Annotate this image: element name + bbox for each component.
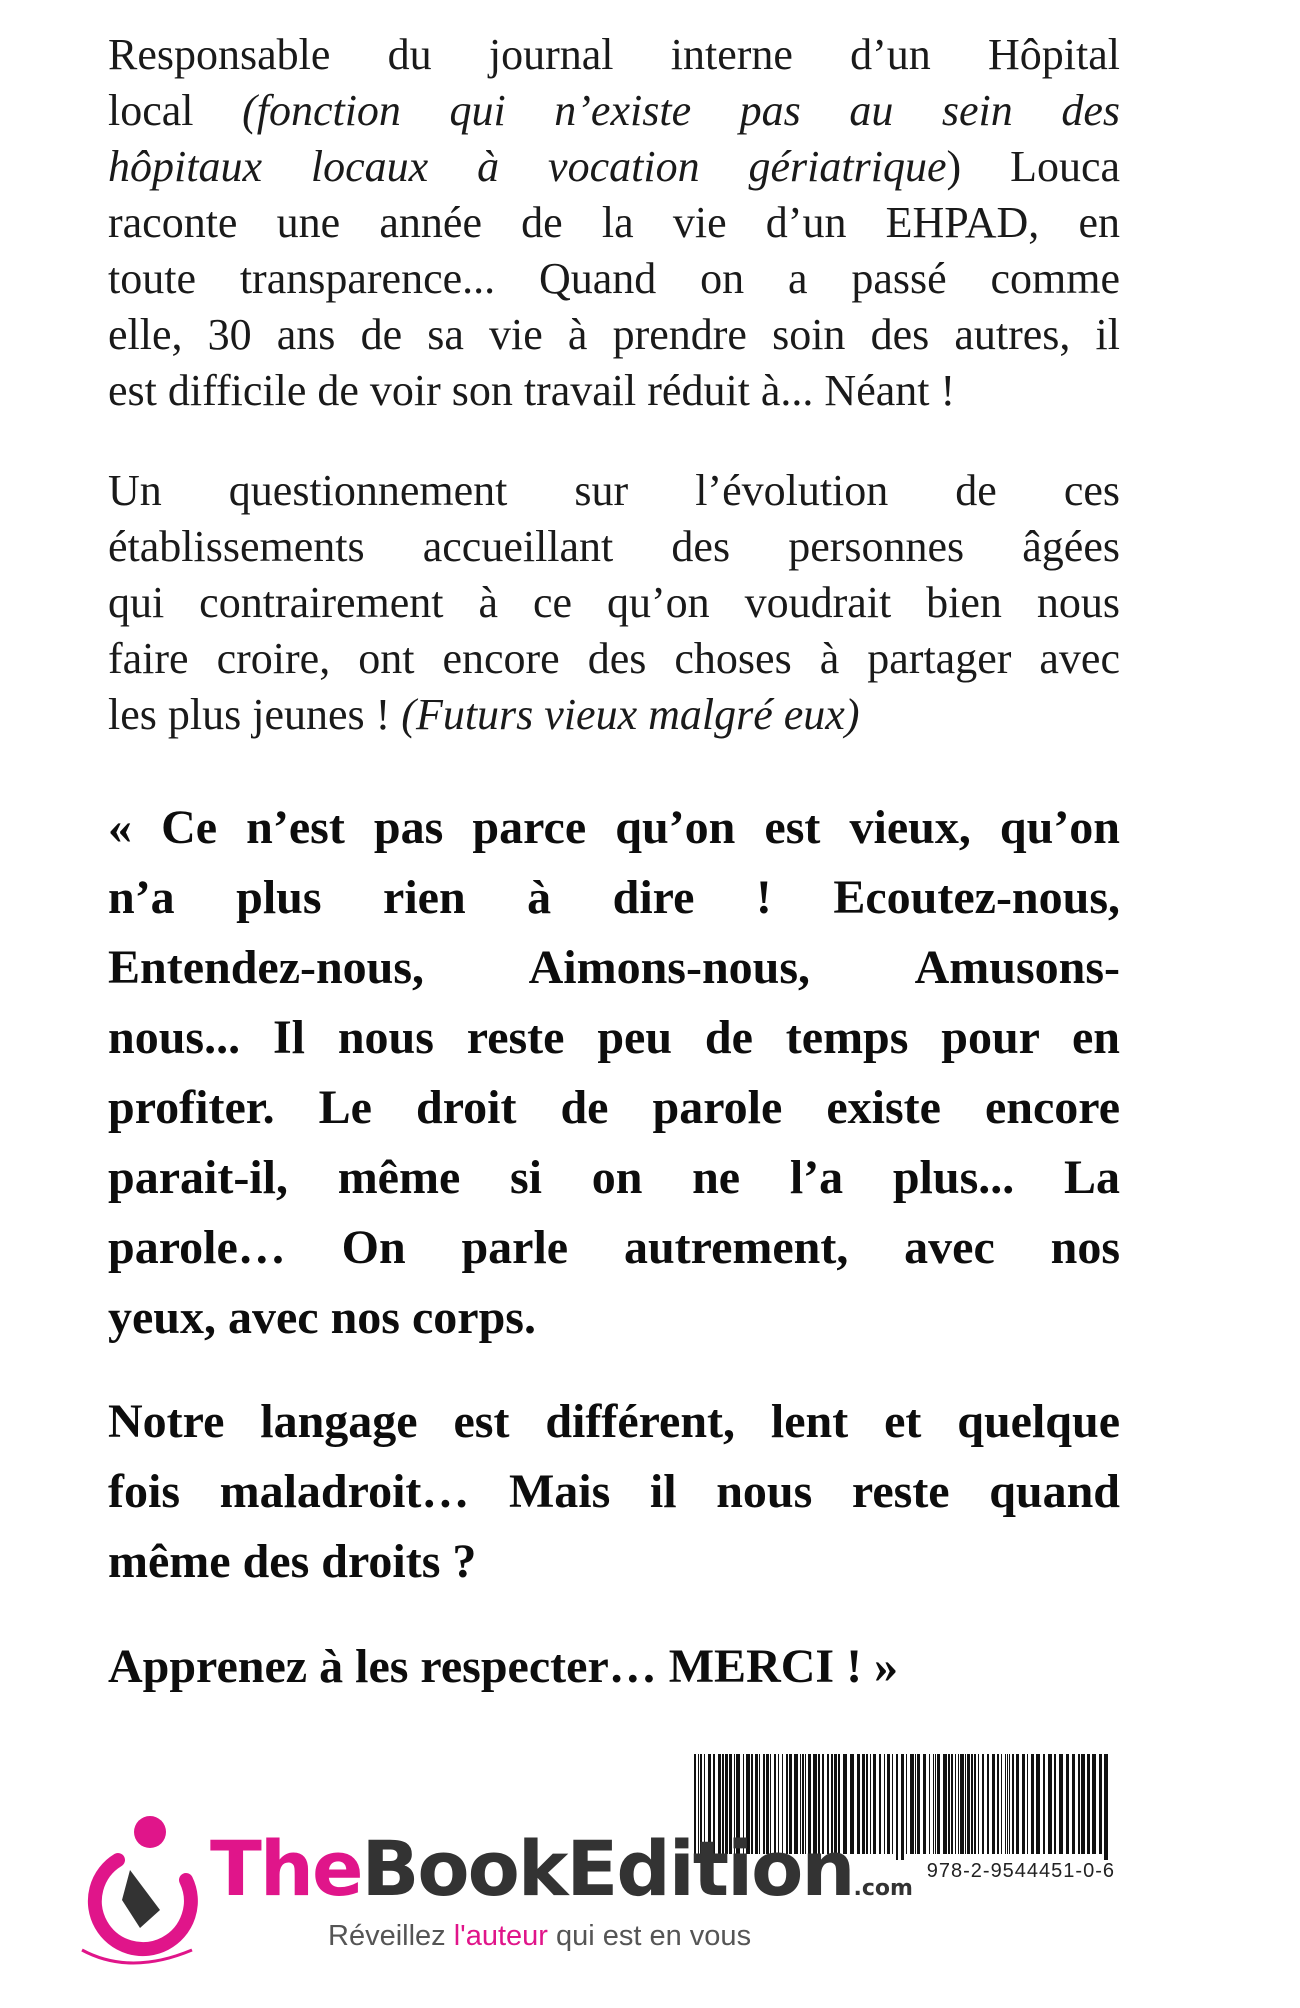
text-line: fois maladroit… Mais il nous reste quand [108, 1465, 1120, 1518]
barcode-bar [917, 1754, 920, 1854]
logo-the: The [210, 1824, 362, 1913]
logo-dotcom: .com [853, 1876, 913, 1901]
barcode-bar [965, 1754, 966, 1854]
barcode-bar [1036, 1754, 1040, 1854]
barcode-bar [1092, 1754, 1096, 1854]
quote-paragraph-2 [108, 1387, 1120, 1597]
thebookedition-logo [60, 1800, 913, 2000]
barcode-bar [1022, 1754, 1025, 1854]
text-line: « Ce n’est pas parce qu’on est vieux, qu’on [108, 801, 1120, 854]
barcode-bar [1066, 1754, 1069, 1854]
barcode-bar [997, 1754, 999, 1854]
italic-text: hôpitaux locaux à vocation gériatrique [108, 142, 947, 191]
barcode-bar [1031, 1754, 1034, 1854]
barcode-bar [971, 1754, 973, 1854]
barcode-bar [955, 1754, 956, 1854]
barcode-bar [1087, 1754, 1090, 1854]
barcode-bar [1012, 1754, 1014, 1854]
text-line [108, 687, 1120, 743]
regular-text: faire croire, ont encore des choses à partager avec [108, 634, 1120, 683]
intro-paragraph-2 [108, 463, 1120, 743]
regular-text: toute transparence... Quand on a passé comme [108, 254, 1120, 303]
barcode-bar [960, 1754, 964, 1854]
quote-paragraph-1 [108, 793, 1120, 1353]
barcode-bar [937, 1754, 940, 1854]
regular-text: les plus jeunes ! [108, 690, 402, 739]
barcode-bar [992, 1754, 995, 1854]
text-line: parole… On parle autrement, avec nos [108, 1221, 1120, 1274]
tagline-emphasis: l'auteur [453, 1920, 548, 1952]
barcode-bar [1078, 1754, 1080, 1854]
text-line [108, 251, 1120, 307]
barcode-bar [1027, 1754, 1028, 1854]
regular-text: qui contrairement à ce qu’on voudrait bien nous [108, 578, 1120, 627]
barcode-bar [1048, 1754, 1052, 1854]
regular-text: local [108, 86, 243, 135]
reader-figure-icon [60, 1800, 210, 1980]
text-line: profiter. Le droit de parole existe encore [108, 1081, 1120, 1134]
isbn-number: 978-2-9544451-0-6 [926, 1860, 1115, 1882]
barcode-bar [987, 1754, 989, 1854]
barcode-bar [948, 1754, 950, 1854]
regular-text: établissements accueillant des personnes âgées [108, 522, 1120, 571]
barcode-bar [1007, 1754, 1008, 1854]
text-line: Entendez-nous, Aimons-nous, Amusons- [108, 941, 1120, 994]
barcode-bar [1043, 1754, 1045, 1854]
barcode-bar [1072, 1754, 1075, 1854]
tagline-start: Réveillez [328, 1920, 454, 1952]
barcode-bar [1001, 1754, 1002, 1854]
logo-wordmark [210, 1824, 913, 1934]
quote-paragraph-3 [108, 1632, 1120, 1702]
text-line [108, 83, 1120, 139]
barcode-bar [1104, 1754, 1108, 1860]
text-line [108, 575, 1120, 631]
logo-tagline [328, 1920, 751, 1953]
text-line [108, 139, 1120, 195]
text-line [108, 519, 1120, 575]
barcode-bar [1081, 1754, 1085, 1854]
barcode-bar [1099, 1754, 1102, 1854]
regular-text: elle, 30 ans de sa vie à prendre soin des autres, il [108, 310, 1120, 359]
regular-text: est difficile de voir son travail réduit à... Néant ! [108, 366, 956, 415]
text-line: parait-il, même si on ne l’a plus... La [108, 1151, 1120, 1204]
barcode-bar [915, 1754, 916, 1854]
barcode-bar [1016, 1754, 1019, 1854]
text-line: yeux, avec nos corps. [108, 1291, 536, 1344]
text-line: nous... Il nous reste peu de temps pour en [108, 1011, 1120, 1064]
barcode-bar [978, 1754, 979, 1854]
barcode-bar [1059, 1754, 1063, 1854]
barcode-bar [1005, 1754, 1006, 1854]
barcode-bar [935, 1754, 936, 1854]
regular-text: Responsable du journal interne d’un Hôpital [108, 30, 1120, 79]
text-line [108, 27, 1120, 83]
text-line [108, 307, 1120, 363]
regular-text: ) Louca [946, 142, 1121, 191]
barcode-bar [929, 1754, 930, 1854]
logo-bookedition: BookEdition [361, 1824, 854, 1913]
text-line [108, 463, 1120, 519]
barcode-bar [967, 1754, 970, 1854]
intro-paragraph-1 [108, 27, 1120, 419]
text-line: Notre langage est différent, lent et quelque [108, 1395, 1120, 1448]
barcode-bar [982, 1754, 984, 1854]
barcode-bar [1009, 1754, 1010, 1854]
regular-text: Un questionnement sur l’évolution de ces [108, 466, 1120, 515]
barcode-bar [1054, 1754, 1056, 1854]
barcode-bar [974, 1754, 976, 1854]
barcode-bar [951, 1754, 953, 1854]
text-line: n’a plus rien à dire ! Ecoutez-nous, [108, 871, 1120, 924]
italic-text: (Futurs vieux malgré eux) [401, 690, 860, 739]
barcode-bar [943, 1754, 947, 1854]
text-line: même des droits ? [108, 1535, 477, 1588]
text-line: Apprenez à les respecter… MERCI ! » [108, 1640, 899, 1693]
barcode-bar [933, 1754, 934, 1854]
regular-text: raconte une année de la vie d’un EHPAD, en [108, 198, 1120, 247]
text-line [108, 195, 1120, 251]
barcode-bar [958, 1754, 959, 1854]
text-line [108, 631, 1120, 687]
tagline-end: qui est en vous [547, 1920, 752, 1952]
italic-text: (fonction qui n’existe pas au sein des [242, 86, 1120, 135]
barcode-bar [923, 1754, 926, 1854]
text-line [108, 363, 1120, 419]
